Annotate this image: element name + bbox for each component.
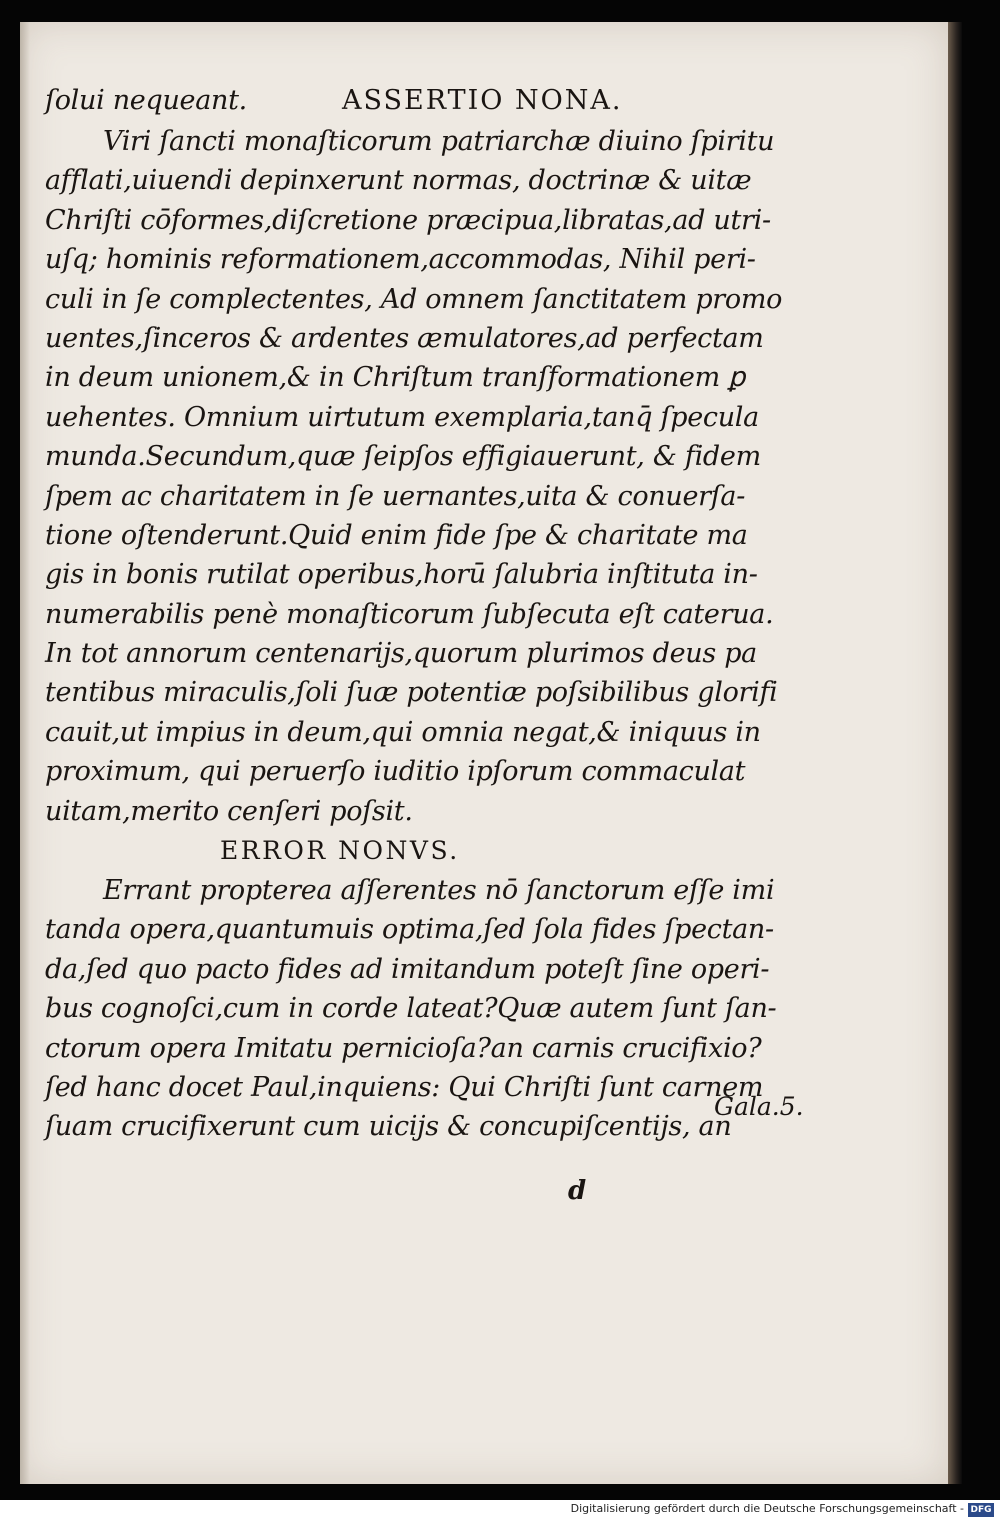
marginal-note: Gala.5.: [714, 1092, 804, 1121]
text-line: afflati,uiuendi depinxerunt normas, doctrinæ & uitæ: [45, 165, 752, 197]
text-line: ctorum opera Imitatu pernicioſa?an carnis crucifixio?: [45, 1032, 762, 1064]
text-line: tentibus miraculis,ſoli ſuæ potentiæ poſsibilibus glorifi: [45, 677, 778, 709]
text-line: bus cognoſci,cum in corde lateat?Quæ autem ſunt ſan-: [45, 993, 777, 1025]
signature-mark: d: [568, 1176, 587, 1206]
text-line: da,ſed quo pacto fides ad imitandum poteſt ſine operi-: [45, 953, 770, 985]
text-line: in deum unionem,& in Chriſtum tranſformationem ꝑ: [45, 362, 746, 394]
text-line: ſed hanc docet Paul,inquiens: Qui Chriſti ſunt carnem: [45, 1071, 764, 1103]
footer-credit-text: Digitalisierung gefördert durch die Deutsche Forschungsgemeinschaft -: [570, 1502, 964, 1515]
page-edge: [948, 22, 962, 1484]
text-line: gis in bonis rutilat operibus,horū ſalubria inſtituta in-: [45, 559, 758, 591]
text-line: tione oſtenderunt.Quid enim fide ſpe & charitate ma: [45, 519, 748, 551]
text-line: uitam,merito cenſeri poſsit.: [45, 795, 413, 827]
dfg-logo: DFG: [968, 1503, 994, 1517]
text-line: ſpem ac charitatem in ſe uernantes,uita & conuerſa-: [45, 480, 746, 512]
text-line: numerabilis penè monaſticorum ſubſecuta eſt caterua.: [45, 598, 774, 630]
page-gutter-shadow: [20, 22, 30, 1484]
running-head-catchword: ſolui nequeant.: [45, 85, 247, 116]
text-line: tanda opera,quantumuis optima,ſed ſola fides ſpectan-: [45, 914, 774, 946]
error-heading: ERROR NONVS.: [220, 836, 460, 866]
text-line: proximum, qui peruerſo iuditio ipſorum commaculat: [45, 756, 746, 788]
text-line: cauit,ut impius in deum,qui omnia negat,& iniquus in: [45, 716, 761, 748]
digitization-footer: [0, 1500, 1000, 1521]
assertio-heading: ASSERTIO NONA.: [342, 85, 623, 116]
text-line: uehentes. Omnium uirtutum exemplaria,tanq̄ ſpecula: [45, 401, 759, 433]
text-line: Chriſti cōformes,diſcretione præcipua,libratas,ad utri-: [45, 204, 771, 236]
text-line: Viri ſancti monaſticorum patriarchæ diuino ſpiritu: [103, 126, 775, 157]
running-head: [45, 80, 725, 122]
assertio-paragraph: [45, 122, 783, 831]
text-line: munda.Secundum,quæ ſeipſos effigiauerunt, & fidem: [45, 441, 761, 473]
text-line: uſq; hominis reformationem,accommodas, Nihil peri-: [45, 244, 756, 276]
text-line: ſuam crucifixerunt cum uicijs & concupiſcentijs, an: [45, 1111, 732, 1143]
text-line: uentes,ſinceros & ardentes æmulatores,ad perfectam: [45, 322, 764, 354]
text-line: culi in ſe complectentes, Ad omnem ſanctitatem promo: [45, 283, 783, 315]
text-line: Errant propterea aſſerentes nō ſanctorum eſſe imi: [103, 875, 775, 907]
text-line: In tot annorum centenarijs,quorum plurimos deus pa: [45, 638, 757, 670]
